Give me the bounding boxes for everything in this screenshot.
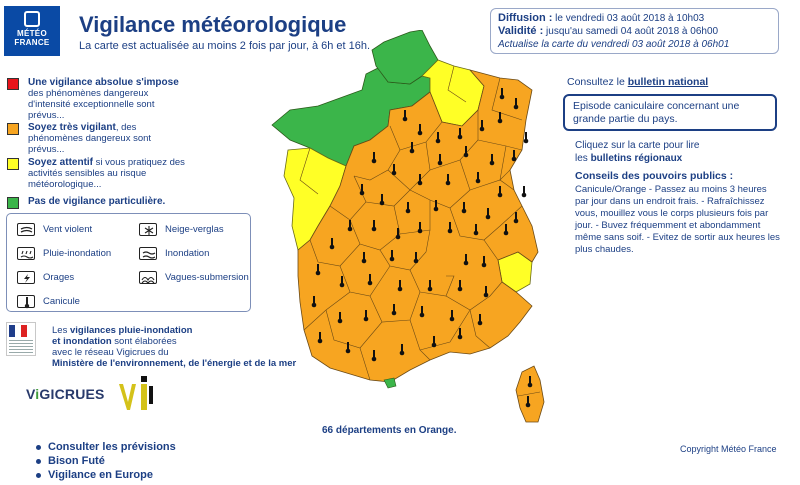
legend-green xyxy=(7,196,228,209)
logo-text-2: FRANCE xyxy=(14,38,50,47)
legend-yellow-text: si vous pratiquez des activités sensibles au risque météorologique... xyxy=(28,157,185,190)
bulletin-national-link[interactable]: bulletin national xyxy=(627,76,709,88)
phenomena-legend xyxy=(6,213,251,312)
red-swatch xyxy=(7,78,19,90)
legend-yellow xyxy=(7,157,188,190)
french-flag-icon xyxy=(9,325,27,337)
link-vigilance-europe-label: Vigilance en Europe xyxy=(48,469,153,481)
bulletins-regionaux-link[interactable]: bulletins régionaux xyxy=(590,153,683,164)
consult-pre: Consultez le xyxy=(567,76,628,88)
orange-swatch xyxy=(7,123,19,135)
pheno-wind-label: Vent violent xyxy=(43,224,93,235)
diffusion-label: Diffusion : xyxy=(498,12,553,24)
legend-orange-title: Soyez très vigilant xyxy=(28,122,116,133)
thunderstorm-icon xyxy=(17,271,35,284)
waves-icon xyxy=(139,271,157,284)
pheno-snow xyxy=(139,223,224,236)
ministry-line1-bold: vigilances pluie-inondation xyxy=(69,325,193,336)
legend-red-text: des phénomènes dangereux d'intensité exceptionnelle sont prévus... xyxy=(28,88,155,121)
pheno-rain xyxy=(17,247,111,260)
bullet-icon xyxy=(36,473,41,478)
bottom-links xyxy=(36,440,176,482)
orange-department-count: 66 départements en Orange. xyxy=(322,425,457,436)
legend-orange xyxy=(7,122,188,155)
link-previsions[interactable] xyxy=(36,440,176,454)
vigicrues-v: V xyxy=(26,386,36,402)
legend-red xyxy=(7,77,188,121)
validite-value: jusqu'au samedi 04 août 2018 à 06h00 xyxy=(546,26,719,37)
page-title: Vigilance météorologique xyxy=(79,12,347,37)
yellow-swatch xyxy=(7,158,19,170)
pheno-storm xyxy=(17,271,74,284)
update-map-link[interactable]: Actualise la carte du vendredi 03 août 2018 à 06h01 xyxy=(498,39,730,50)
flood-icon xyxy=(139,247,157,260)
meteo-france-logo[interactable] xyxy=(4,6,60,56)
link-bison-fute-label: Bison Futé xyxy=(48,455,105,467)
bullet-icon xyxy=(36,445,41,450)
conseils-title: Conseils des pouvoirs publics : xyxy=(575,170,734,182)
ministry-line2-post: sont élaborées xyxy=(111,336,177,347)
pheno-flood-label: Inondation xyxy=(165,248,210,259)
cliquez-line2-pre: les xyxy=(575,153,591,164)
link-bison-fute[interactable] xyxy=(36,454,176,468)
wind-icon xyxy=(17,223,35,236)
legend-orange-text: , des phénomènes dangereux sont prévus... xyxy=(28,122,152,155)
snow-icon xyxy=(139,223,157,236)
ministry-logo[interactable] xyxy=(6,322,36,356)
map-andorra-green[interactable] xyxy=(384,378,396,388)
pheno-storm-label: Orages xyxy=(43,272,75,283)
vigilance-vi-logo[interactable] xyxy=(116,372,156,414)
vigicrues-i: i xyxy=(35,386,40,402)
legend-green-title: Pas de vigilance particulière. xyxy=(28,196,166,207)
vigicrues-rest: GICRUES xyxy=(39,386,105,402)
legend-yellow-title: Soyez attentif xyxy=(28,157,94,168)
vigicrues-logo[interactable] xyxy=(26,386,105,402)
pheno-flood xyxy=(139,247,209,260)
thermometer-icon xyxy=(522,186,527,197)
diffusion-value: le vendredi 03 août 2018 à 10h03 xyxy=(555,13,705,24)
logo-text-1: MÉTÉO xyxy=(17,29,47,38)
ministry-line4: Ministère de l'environnement, de l'énergie et de la mer xyxy=(52,358,297,369)
pheno-canicule-label: Canicule xyxy=(43,296,80,307)
link-vigilance-europe[interactable] xyxy=(36,468,176,482)
conseils-text: Canicule/Orange - Passez au moins 3 heures par jour dans un endroit frais. - Rafraîchissez vous, mouillez vous le corps plusieurs fois par jour. - Buvez fréquemment et abondamment même sans soif. - Evitez de sortir aux heures les plus chaudes. xyxy=(575,184,780,255)
cliquez-line1: Cliquez sur la carte pour lire xyxy=(575,140,700,151)
validite-label: Validité : xyxy=(498,25,544,37)
thermometer-icon xyxy=(17,295,35,308)
pheno-rain-label: Pluie-inondation xyxy=(43,248,112,259)
pheno-waves-label: Vagues-submersion xyxy=(165,272,249,283)
vigilance-map[interactable] xyxy=(270,30,570,425)
cliquez-text xyxy=(575,139,700,165)
ministry-text-lines xyxy=(9,340,33,354)
green-swatch xyxy=(7,197,19,209)
copyright: Copyright Météo France xyxy=(680,444,777,454)
pheno-snow-label: Neige-verglas xyxy=(165,224,224,235)
legend-red-title: Une vigilance absolue s'impose xyxy=(28,77,179,88)
pheno-waves xyxy=(139,271,249,284)
pheno-canicule xyxy=(17,295,80,308)
logo-mark-icon xyxy=(24,11,40,27)
diffusion-line xyxy=(498,12,771,25)
rain-flood-icon xyxy=(17,247,35,260)
pheno-wind xyxy=(17,223,92,236)
bullet-icon xyxy=(36,459,41,464)
ministry-line1-pre: Les xyxy=(52,325,70,336)
link-previsions-label: Consulter les prévisions xyxy=(48,441,176,453)
episode-box: Episode caniculaire concernant une grande partie du pays. xyxy=(563,94,777,131)
ministry-line2-bold: et inondation xyxy=(52,336,112,347)
ministry-line3: avec le réseau Vigicrues du xyxy=(52,347,169,358)
page-subtitle: La carte est actualisée au moins 2 fois par jour, à 6h et 16h. xyxy=(79,40,371,52)
consult-bulletin xyxy=(567,76,708,88)
